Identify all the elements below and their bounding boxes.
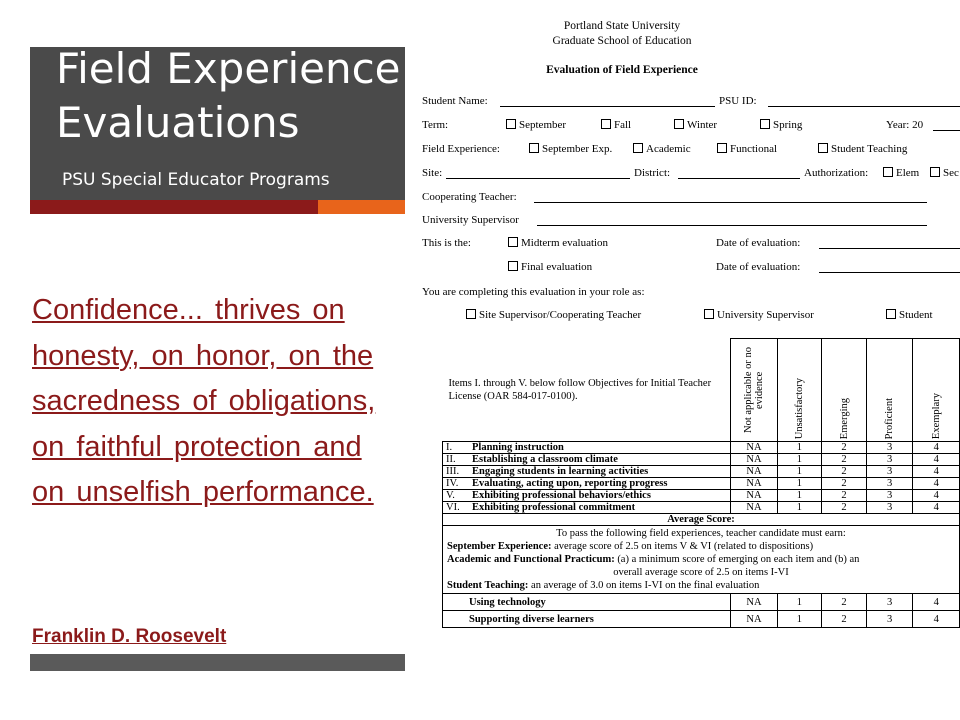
table-row	[443, 502, 960, 514]
checkbox-icon	[466, 309, 476, 319]
score-cell: 1	[777, 478, 822, 490]
field-exp-student-teaching	[818, 143, 907, 155]
score-cell: 2	[822, 502, 867, 514]
title-line-1: Field Experience	[56, 44, 401, 93]
score-cell: 3	[866, 466, 913, 478]
acad-criteria	[447, 553, 955, 566]
title-line-2: Evaluations	[56, 98, 300, 147]
field-exp-september-label: September Exp.	[542, 143, 613, 155]
table-header-row	[443, 339, 960, 442]
item-num: III.	[446, 466, 460, 477]
checkbox-icon	[818, 143, 828, 153]
average-score-row	[443, 514, 960, 526]
pass-intro: To pass the following field experiences, teacher candidate must earn:	[556, 528, 846, 539]
table-row	[443, 594, 960, 611]
student-name-label: Student Name:	[422, 95, 488, 107]
st-text: an average of 3.0 on items I-VI on the final evaluation	[531, 580, 760, 591]
auth-sec	[930, 167, 959, 179]
score-cell: 1	[777, 594, 822, 611]
site-label: Site:	[422, 167, 443, 179]
item-num: V.	[446, 490, 455, 501]
st-criteria	[447, 579, 955, 592]
table-row	[443, 454, 960, 466]
term-winter-label: Winter	[687, 119, 718, 131]
score-cell: 3	[866, 594, 913, 611]
score-cell: 3	[866, 490, 913, 502]
score-cell: NA	[731, 466, 777, 478]
evaluation-form-image	[412, 0, 960, 665]
score-cell: 3	[866, 442, 913, 454]
form-school: Graduate School of Education	[552, 35, 692, 47]
score-cell: 4	[913, 502, 960, 514]
field-exp-academic-label: Academic	[646, 143, 691, 155]
score-cell: 4	[913, 611, 960, 628]
field-exp-label: Field Experience:	[422, 143, 500, 155]
field-exp-functional-label: Functional	[730, 143, 778, 155]
score-cell: 3	[866, 478, 913, 490]
midterm-label: Midterm evaluation	[521, 237, 609, 249]
score-cell: 1	[777, 490, 822, 502]
item-cell	[443, 490, 731, 502]
role-university-supervisor	[704, 309, 814, 321]
table-row	[443, 466, 960, 478]
score-cell: 3	[866, 454, 913, 466]
item-cell	[443, 466, 731, 478]
auth-sec-label: Sec	[943, 167, 959, 179]
field-exp-student-teaching-label: Student Teaching	[831, 143, 908, 155]
checkbox-icon	[633, 143, 643, 153]
table-row	[443, 490, 960, 502]
student-name-line	[500, 106, 715, 107]
year-line	[933, 130, 960, 131]
checkbox-icon	[674, 119, 684, 129]
col-header-emerging: Emerging	[838, 397, 850, 439]
final-option	[508, 261, 592, 273]
score-cell: NA	[731, 594, 777, 611]
score-cell: NA	[731, 502, 777, 514]
title-box	[30, 44, 405, 200]
score-cell: 1	[777, 442, 822, 454]
items-body	[443, 442, 960, 628]
score-cell: 1	[777, 454, 822, 466]
date-label-2: Date of evaluation:	[716, 261, 801, 273]
date-line-2	[819, 272, 960, 273]
auth-elem	[883, 167, 919, 179]
score-cell: 4	[913, 490, 960, 502]
table-intro: Items I. through V. below follow Objectives for Initial Teacher License (OAR 584-017-0100).	[448, 377, 712, 402]
slide-subtitle: PSU Special Educator Programs	[62, 170, 330, 190]
score-cell: 1	[777, 466, 822, 478]
table-row	[443, 442, 960, 454]
score-cell: 2	[822, 490, 867, 502]
col-header-unsatisfactory: Unsatisfactory	[793, 377, 805, 439]
term-september	[506, 119, 566, 131]
term-spring	[760, 119, 802, 131]
cooperating-line	[534, 202, 927, 203]
score-cell: NA	[731, 442, 777, 454]
item-cell	[443, 611, 731, 628]
col-header	[822, 339, 867, 442]
item-label: Planning instruction	[472, 442, 564, 453]
item-label: Using technology	[469, 596, 546, 608]
col-header-na: Not applicable or no evidence	[742, 347, 765, 434]
slide-title	[56, 42, 401, 150]
pass-criteria-cell	[443, 526, 960, 594]
term-label: Term:	[422, 119, 449, 131]
sept-label: September Experience:	[447, 541, 552, 552]
col-header	[913, 339, 960, 442]
item-label: Exhibiting professional behaviors/ethics	[472, 490, 651, 501]
date-label-1: Date of evaluation:	[716, 237, 801, 249]
acad-label: Academic and Functional Practicum:	[447, 554, 615, 565]
checkbox-icon	[704, 309, 714, 319]
item-cell	[443, 442, 731, 454]
checkbox-icon	[529, 143, 539, 153]
score-cell: 2	[822, 478, 867, 490]
item-num: I.	[446, 442, 453, 453]
accent-bar-orange	[318, 200, 405, 214]
supervisor-line	[537, 225, 927, 226]
score-cell: 4	[913, 442, 960, 454]
pass-criteria-row	[443, 526, 960, 594]
role-student-label: Student	[899, 309, 933, 321]
checkbox-icon	[508, 261, 518, 271]
score-cell: NA	[731, 478, 777, 490]
score-cell: 1	[777, 611, 822, 628]
item-num: IV.	[446, 478, 459, 489]
psu-id-line	[768, 106, 960, 107]
checkbox-icon	[717, 143, 727, 153]
st-label: Student Teaching:	[447, 580, 529, 591]
term-winter	[674, 119, 717, 131]
acad-text: (a) a minimum score of emerging on each item and (b) an	[617, 554, 860, 565]
term-september-label: September	[519, 119, 567, 131]
psu-id-label: PSU ID:	[719, 95, 757, 107]
item-label: Exhibiting professional commitment	[472, 502, 636, 513]
field-exp-functional	[717, 143, 777, 155]
score-table	[442, 338, 960, 628]
role-student	[886, 309, 933, 321]
checkbox-icon	[506, 119, 516, 129]
item-label: Evaluating, acting upon, reporting progress	[472, 478, 668, 489]
role-prompt: You are completing this evaluation in your role as:	[422, 286, 645, 298]
accent-bar-dark	[30, 200, 318, 214]
col-header	[777, 339, 822, 442]
score-cell: 3	[866, 502, 913, 514]
sept-text: average score of 2.5 on items V & VI (related to dispositions)	[554, 541, 814, 552]
col-header-exemplary: Exemplary	[930, 392, 942, 439]
item-num: II.	[446, 454, 456, 465]
item-label: Supporting diverse learners	[469, 613, 594, 625]
year-label: Year: 20	[886, 119, 924, 131]
table-row	[443, 611, 960, 628]
item-cell	[443, 454, 731, 466]
role-site-supervisor-label: Site Supervisor/Cooperating Teacher	[479, 309, 642, 321]
score-cell: NA	[731, 490, 777, 502]
col-header-proficient: Proficient	[884, 397, 896, 439]
acad-criteria-2: overall average score of 2.5 on items I-VI	[613, 567, 789, 578]
term-fall-label: Fall	[614, 119, 632, 131]
role-site-supervisor	[466, 309, 641, 321]
score-cell: 2	[822, 611, 867, 628]
col-header	[731, 339, 777, 442]
checkbox-icon	[886, 309, 896, 319]
checkbox-icon	[930, 167, 940, 177]
district-label: District:	[634, 167, 671, 179]
score-cell: 2	[822, 594, 867, 611]
score-cell: 4	[913, 478, 960, 490]
district-line	[678, 178, 800, 179]
checkbox-icon	[601, 119, 611, 129]
table-row	[443, 478, 960, 490]
bottom-bar	[30, 654, 405, 671]
cooperating-label: Cooperating Teacher:	[422, 191, 517, 203]
score-cell: 4	[913, 454, 960, 466]
item-label: Establishing a classroom climate	[472, 454, 618, 465]
checkbox-icon	[760, 119, 770, 129]
author-link[interactable]: Franklin D. Roosevelt	[32, 626, 227, 647]
field-exp-academic	[633, 143, 691, 155]
final-label: Final evaluation	[521, 261, 593, 273]
checkbox-icon	[883, 167, 893, 177]
score-cell: 2	[822, 466, 867, 478]
score-cell: NA	[731, 611, 777, 628]
item-cell	[443, 594, 731, 611]
form-heading: Evaluation of Field Experience	[546, 64, 698, 76]
supervisor-label: University Supervisor	[422, 214, 519, 226]
term-fall	[601, 119, 631, 131]
this-is-label: This is the:	[422, 237, 471, 249]
authorization-label: Authorization:	[804, 167, 869, 179]
score-cell: NA	[731, 454, 777, 466]
average-score-label: Average Score:	[443, 514, 960, 526]
role-university-supervisor-label: University Supervisor	[717, 309, 814, 321]
midterm-option	[508, 237, 608, 249]
form-university: Portland State University	[563, 20, 681, 32]
checkbox-icon	[508, 237, 518, 247]
score-cell: 4	[913, 466, 960, 478]
score-cell: 3	[866, 611, 913, 628]
auth-elem-label: Elem	[896, 167, 920, 179]
item-cell	[443, 478, 731, 490]
sept-criteria	[447, 540, 955, 553]
score-cell: 1	[777, 502, 822, 514]
site-line	[446, 178, 630, 179]
score-cell: 4	[913, 594, 960, 611]
date-line-1	[819, 248, 960, 249]
quote-link[interactable]: Confidence... thrives on honesty, on honor, on the sacredness of obligations, on faithful protection and on unselfish performance.	[32, 294, 376, 508]
item-num: VI.	[446, 502, 460, 513]
term-spring-label: Spring	[773, 119, 803, 131]
field-exp-september	[529, 143, 612, 155]
score-cell: 2	[822, 442, 867, 454]
item-label: Engaging students in learning activities	[472, 466, 649, 477]
item-cell	[443, 502, 731, 514]
score-cell: 2	[822, 454, 867, 466]
col-header	[866, 339, 913, 442]
